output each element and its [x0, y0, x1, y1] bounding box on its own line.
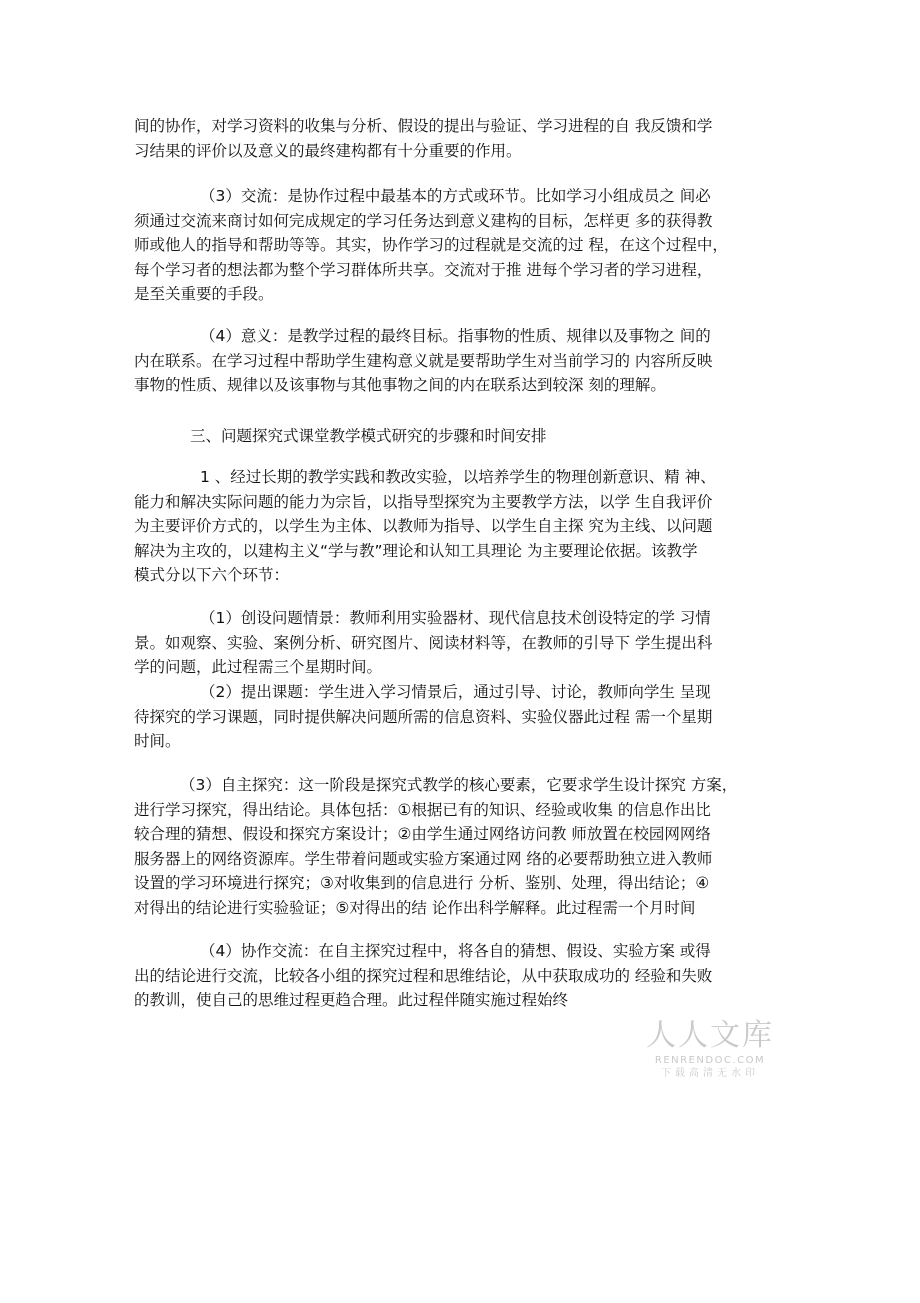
text-line: 较合理的猜想、假设和探究方案设计；②由学生通过网络访问教 师放置在校园网网络 [134, 825, 711, 843]
text-line: （4）意义：是教学过程的最终目标。指事物的性质、规律以及事物之 间的 [200, 327, 711, 345]
paragraph-communication [134, 184, 782, 307]
text-line: 内在联系。在学习过程中帮助学生建构意义就是要帮助学生对当前学习的 内容所反映 [134, 351, 713, 370]
text-line: 1 、经过长期的教学实践和教改实验，以培养学生的物理创新意识、精 神、 [200, 468, 716, 486]
text-line: （1）创设问题情景：教师利用实验器材、现代信息技术创设特定的学 习情 [200, 609, 711, 627]
text-line: 模式分以下六个环节： [134, 566, 290, 584]
text-line: 进行学习探究，得出结论。具体包括：①根据已有的知识、经验或收集 的信息作出比 [134, 800, 711, 819]
text-line: 每个学习者的想法都为整个学习群体所共享。交流对于推 进每个学习者的学习进程， [134, 260, 713, 279]
text-line: 学的问题，此过程需三个星期时间。 [134, 658, 383, 676]
paragraph-collaboration-end [134, 114, 782, 163]
text-line: 须通过交流来商讨如何完成规定的学习任务达到意义建构的目标，怎样更 多的获得教 [134, 211, 713, 230]
paragraph-six-steps-intro [134, 465, 782, 588]
text-line: （4）协作交流：在自主探究过程中，将各自的猜想、假设、实验方案 或得 [200, 942, 711, 960]
watermark-domain: RENRENDOC.COM [654, 1055, 766, 1066]
watermark-tagline: 下载高清无水印 [661, 1068, 759, 1079]
text-line: （3）自主探究：这一阶段是探究式教学的核心要素，它要求学生设计探究 方案， [180, 776, 738, 794]
text-line: （3）交流：是协作过程中最基本的方式或环节。比如学习小组成员之 间必 [200, 187, 711, 205]
paragraph-step-self-inquiry [134, 773, 782, 920]
paragraph-meaning [134, 324, 782, 398]
text-line: 出的结论进行交流，比较各小组的探究过程和思维结论，从中获取成功的 经验和失败 [134, 966, 713, 985]
text-line: 待探究的学习课题，同时提供解决问题所需的信息资料、实验仪器此过程 需一个星期 [134, 707, 713, 726]
watermark-logo [640, 1018, 780, 1081]
text-line: 景。如观察、实验、案例分析、研究图片、阅读材料等，在教师的引导下 学生提出科 [134, 633, 713, 652]
text-line: 时间。 [134, 732, 181, 750]
text-line: 间的协作，对学习资料的收集与分析、假设的提出与验证、学习进程的自 我反馈和学 [134, 117, 713, 135]
text-line: 为主要评价方式的，以学生为主体、以教师为指导、以学生自主探 究为主线、以问题 [134, 517, 713, 535]
text-line: 设置的学习环境进行探究；③对收集到的信息进行 分析、鉴别、处理，得出结论；④ [134, 874, 710, 892]
section-heading: 三、问题探究式课堂教学模式研究的步骤和时间安排 [190, 427, 547, 445]
text-line: 的教训，使自己的思维过程更趋合理。此过程伴随实施过程始终 [134, 991, 569, 1009]
text-line: 解决为主攻的，以建构主义“学与教”理论和认知工具理论 为主要理论依据。该教学 [134, 541, 698, 560]
text-line: 对得出的结论进行实验验证；⑤对得出的结 论作出科学解释。此过程需一个月时间 [134, 898, 696, 917]
paragraph-step-propose-topic [134, 680, 782, 754]
paragraph-step-create-scenario [134, 606, 782, 680]
text-line: 习结果的评价以及意义的最终建构都有十分重要的作用。 [134, 141, 522, 160]
text-line: 事物的性质、规律以及该事物与其他事物之间的内在联系达到较深 刻的理解。 [134, 376, 666, 394]
watermark-title: 人人文库 [646, 1018, 774, 1053]
text-line: 能力和解决实际问题的能力为宗旨，以指导型探究为主要教学方法，以学 生自我评价 [134, 492, 713, 511]
paragraph-step-collaborative-exchange [134, 939, 782, 1013]
text-line: 师或他人的指导和帮助等等。其实，协作学习的过程就是交流的过 程，在这个过程中， [134, 236, 728, 254]
text-line: 是至关重要的手段。 [134, 285, 274, 303]
text-line: 服务器上的网络资源库。学生带着问题或实验方案通过网 络的必要帮助独立进入教师 [134, 849, 713, 868]
text-line: （2）提出课题：学生进入学习情景后，通过引导、讨论，教师向学生 呈现 [200, 683, 711, 701]
